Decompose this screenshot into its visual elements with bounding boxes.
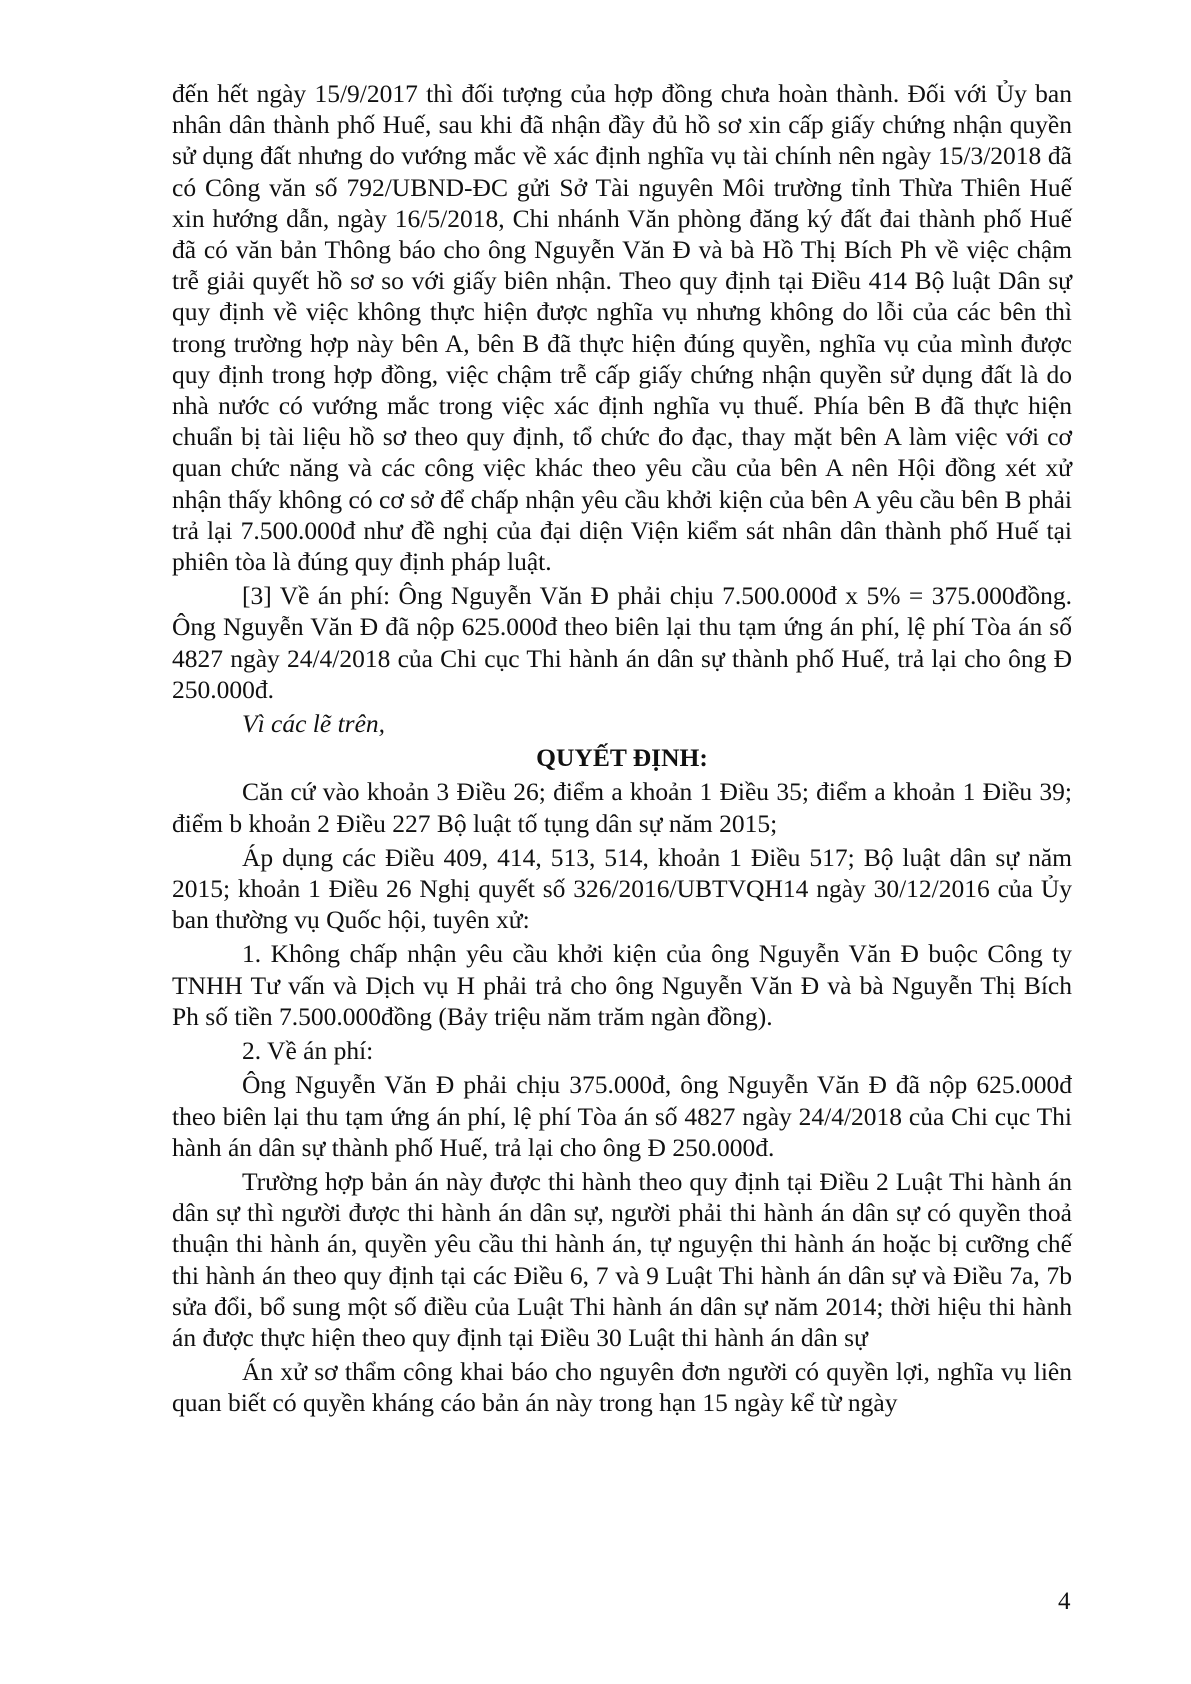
paragraph-court-fee-reasoning: [3] Về án phí: Ông Nguyễn Văn Đ phải chịu 7.500.000đ x 5% = 375.000đồng. Ông Nguyễn Văn Đ đã nộp 625.000đ theo biên lại thu tạm ứng án phí, lệ phí Tòa án số 4827 ngày 24/4/2018 của Chi cục Thi hành án dân sự thành phố Huế, trả lại cho ông Đ 250.000đ. [172, 581, 1072, 704]
paragraph-enforcement: Trường hợp bản án này được thi hành theo quy định tại Điều 2 Luật Thi hành án dân sự thì người được thi hành án dân sự, người phải thi hành án dân sự có quyền thoả thuận thi hành án, quyền yêu cầu thi hành án, tự nguyện thi hành án hoặc bị cưỡng chế thi hành án theo quy định tại các Điều 6, 7 và 9 Luật Thi hành án dân sự và Điều 7a, 7b sửa đổi, bổ sung một số điều của Luật Thi hành án dân sự năm 2014; thời hiệu thi hành án được thực hiện theo quy định tại Điều 30 Luật thi hành án dân sự [172, 1166, 1072, 1352]
paragraph-applied-articles: Áp dụng các Điều 409, 414, 513, 514, khoản 1 Điều 517; Bộ luật dân sự năm 2015; khoản 1 Điều 26 Nghị quyết số 326/2016/UBTVQH14 ngày 30/12/2016 của Ủy ban thường vụ Quốc hội, tuyên xử: [172, 842, 1072, 935]
paragraph-reasoning-continued: đến hết ngày 15/9/2017 thì đối tượng của hợp đồng chưa hoàn thành. Đối với Ủy ban nhân dân thành phố Huế, sau khi đã nhận đầy đủ hồ sơ xin cấp giấy chứng nhận quyền sử dụng đất nhưng do vướng mắc về xác định nghĩa vụ tài chính nên ngày 15/3/2018 đã có Công văn số 792/UBND-ĐC gửi Sở Tài nguyên Môi trường tỉnh Thừa Thiên Huế xin hướng dẫn, ngày 16/5/2018, Chi nhánh Văn phòng đăng ký đất đai thành phố Huế đã có văn bản Thông báo cho ông Nguyễn Văn Đ và bà Hồ Thị Bích Ph về việc chậm trễ giải quyết hồ sơ so với giấy biên nhận. Theo quy định tại Điều 414 Bộ luật Dân sự quy định về việc không thực hiện được nghĩa vụ nhưng không do lỗi của các bên thì trong trường hợp này bên A, bên B đã thực hiện đúng quyền, nghĩa vụ của mình được quy định trong hợp đồng, việc chậm trễ cấp giấy chứng nhận quyền sử dụng đất là do nhà nước có vướng mắc trong việc xác định nghĩa vụ thuế. Phía bên B đã thực hiện chuẩn bị tài liệu hồ sơ theo quy định, tổ chức đo đạc, thay mặt bên A làm việc với cơ quan chức năng và các công việc khác theo yêu cầu của bên A nên Hội đồng xét xử nhận thấy không có cơ sở để chấp nhận yêu cầu khởi kiện của bên A yêu cầu bên B phải trả lại 7.500.000đ như đề nghị của đại diện Viện kiểm sát nhân dân thành phố Huế tại phiên tòa là đúng quy định pháp luật. [172, 79, 1072, 577]
document-body [172, 78, 1072, 1422]
paragraph-legal-basis: Căn cứ vào khoản 3 Điều 26; điểm a khoản 1 Điều 35; điểm a khoản 1 Điều 39; điểm b khoản 2 Điều 227 Bộ luật tố tụng dân sự năm 2015; [172, 777, 1072, 838]
paragraph-for-these-reasons: Vì các lẽ trên, [242, 709, 386, 739]
page-number: 4 [1058, 1588, 1071, 1615]
paragraph-court-fee-ruling: Ông Nguyễn Văn Đ phải chịu 375.000đ, ông Nguyễn Văn Đ đã nộp 625.000đ theo biên lại thu tạm ứng án phí, lệ phí Tòa án số 4827 ngày 24/4/2018 của Chi cục Thi hành án dân sự thành phố Huế, trả lại cho ông Đ 250.000đ. [172, 1070, 1072, 1162]
paragraph-ruling-1: 1. Không chấp nhận yêu cầu khởi kiện của ông Nguyễn Văn Đ buộc Công ty TNHH Tư vấn và Dịch vụ H phải trả cho ông Nguyễn Văn Đ và bà Nguyễn Thị Bích Ph số tiền 7.500.000đồng (Bảy triệu năm trăm ngàn đồng). [172, 939, 1072, 1031]
decision-heading: QUYẾT ĐỊNH: [536, 743, 708, 773]
paragraph-appeal-notice: Án xử sơ thẩm công khai báo cho nguyên đơn người có quyền lợi, nghĩa vụ liên quan biết có quyền kháng cáo bản án này trong hạn 15 ngày kể từ ngày [172, 1357, 1072, 1418]
paragraph-ruling-2-heading: 2. Về án phí: [242, 1036, 374, 1066]
